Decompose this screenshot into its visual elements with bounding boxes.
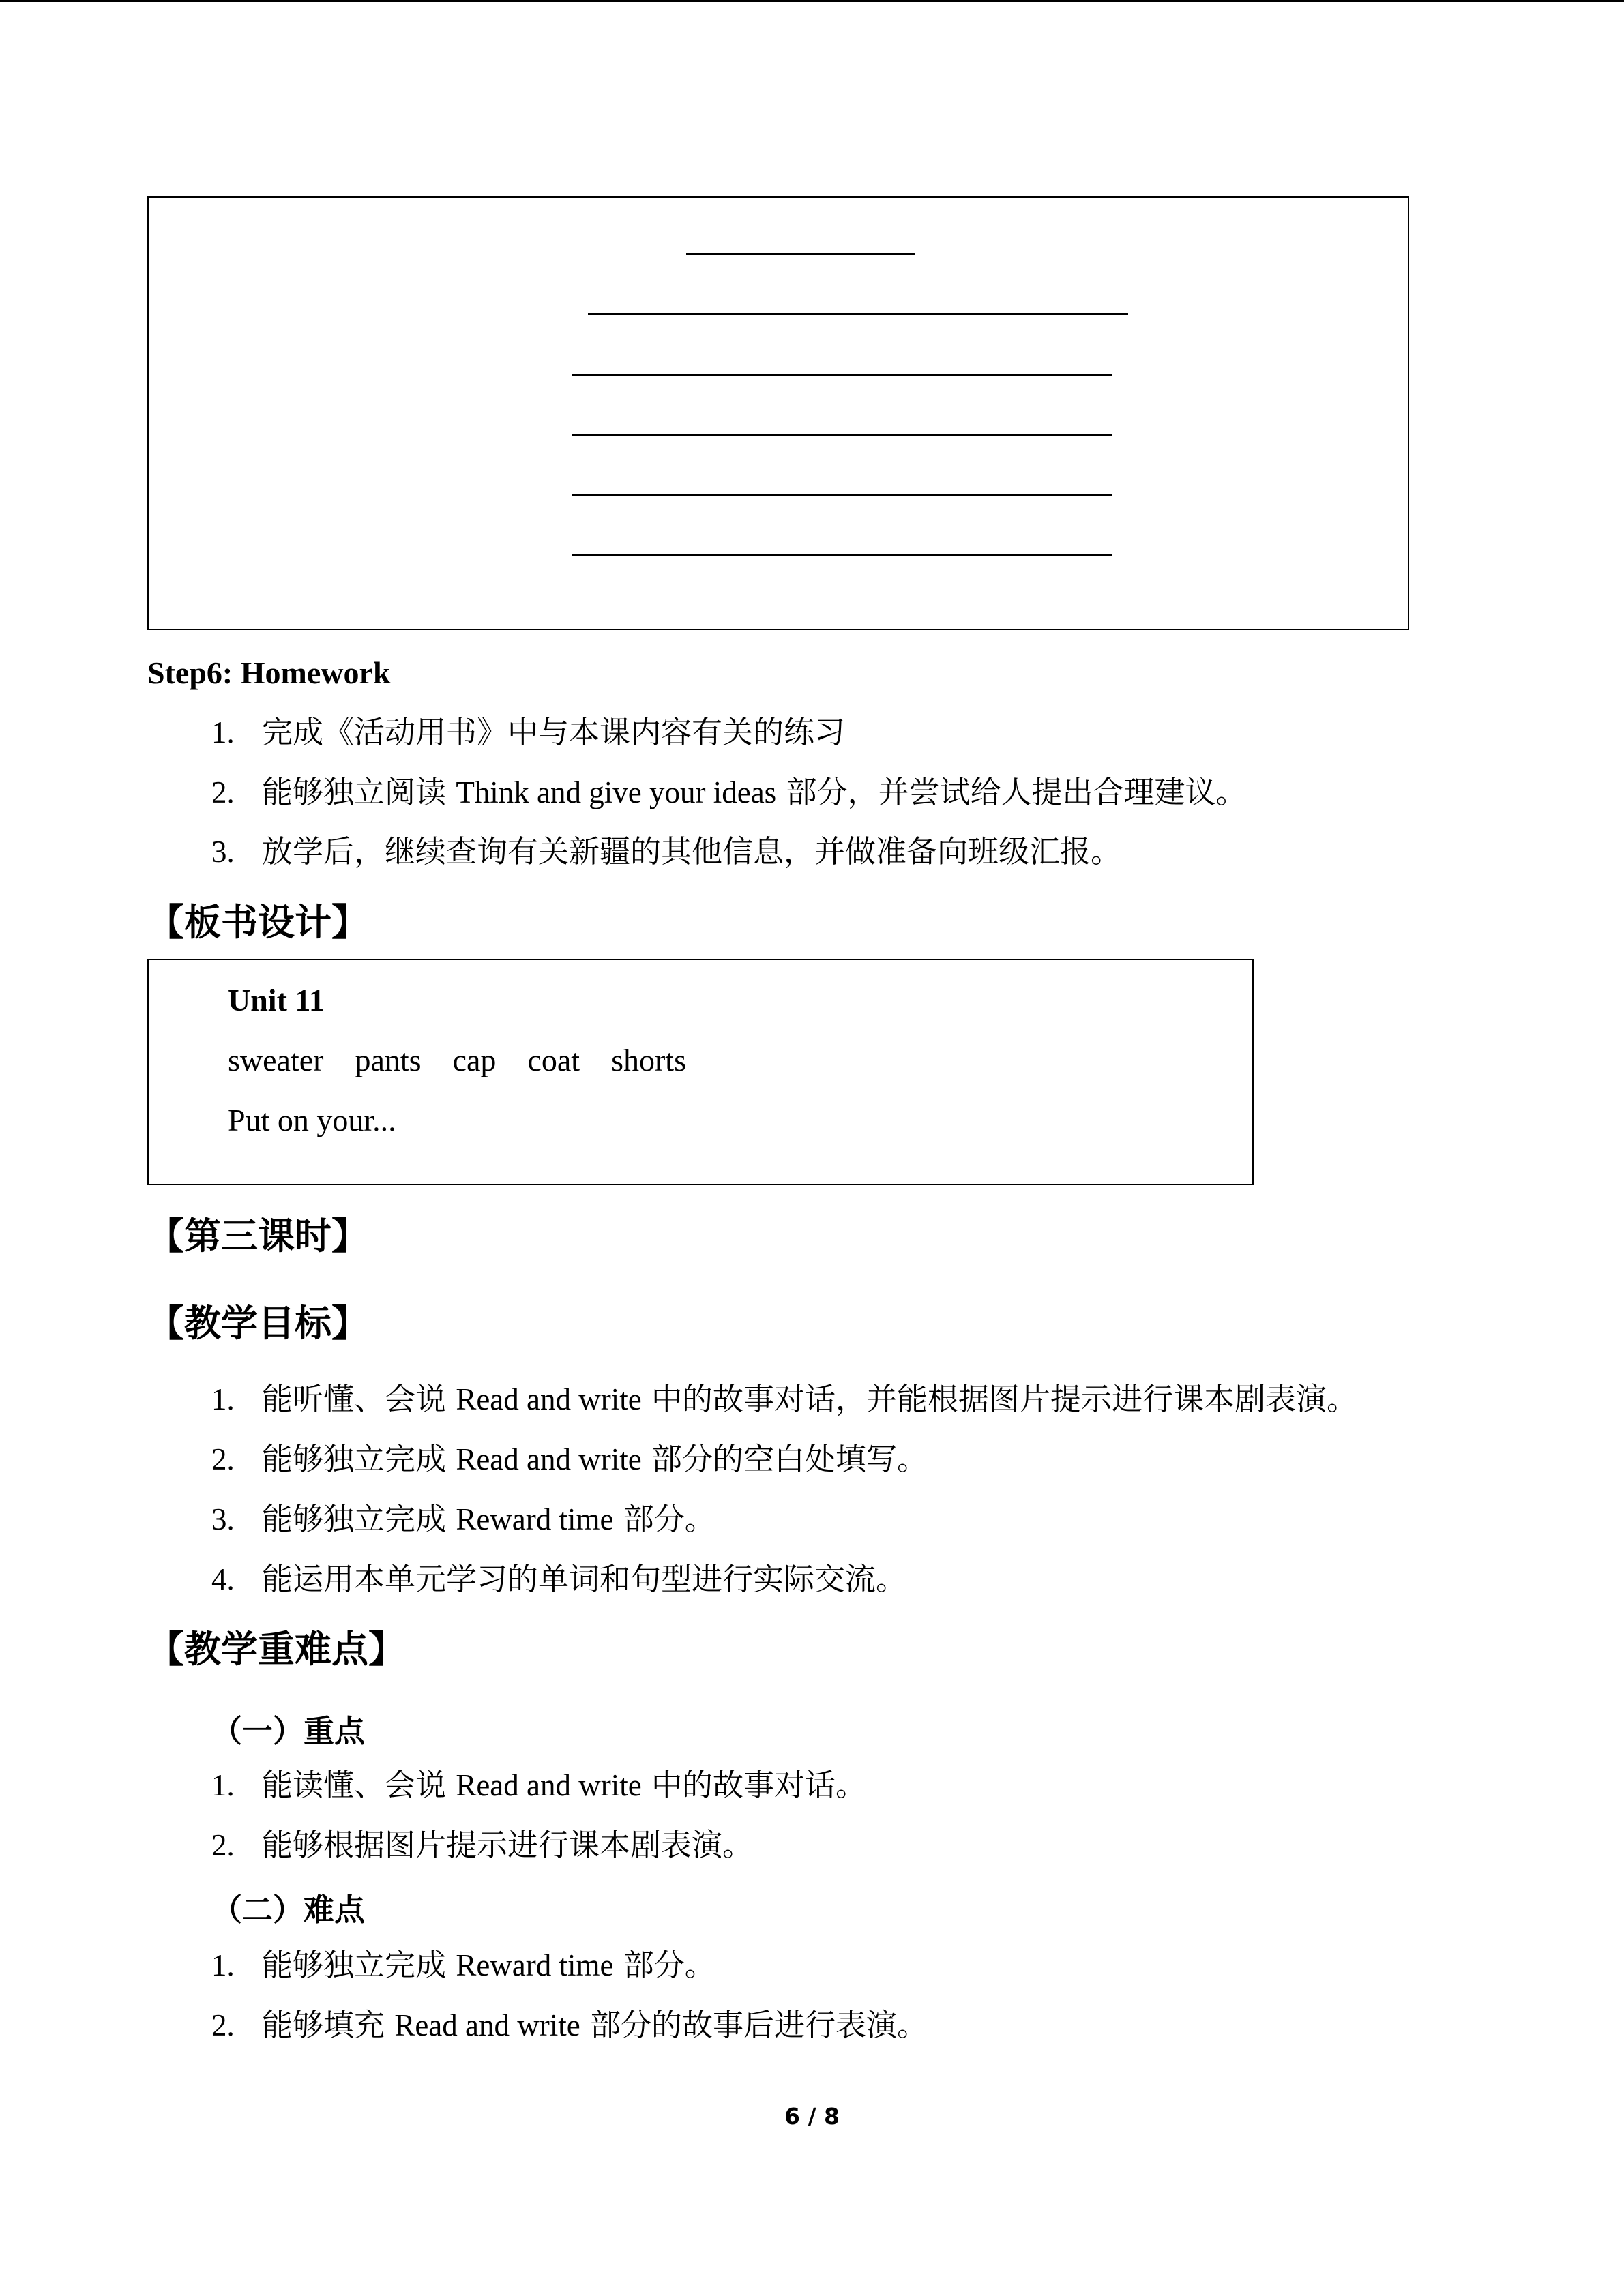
board-vocabulary [228, 1042, 718, 1078]
blank-line [572, 434, 1112, 436]
blank-line [572, 494, 1112, 496]
step6-heading: Step6: Homework [147, 655, 391, 690]
focus-item-2: 2. 能够根据图片提示进行课本剧表演。 [211, 1827, 754, 1863]
homework-item-1: 1. 完成《活动用书》中与本课内容有关的练习 [211, 714, 846, 750]
homework-item-3: 3. 放学后，继续查询有关新疆的其他信息，并做准备向班级汇报。 [211, 833, 1122, 869]
homework-item-2: 2. 能够独立阅读 Think and give your ideas 部分，并尝试给人提出合理建议。 [211, 774, 1247, 810]
objectives-title: 【教学目标】 [147, 1302, 368, 1345]
objective-item-1: 1. 能听懂、会说 Read and write 中的故事对话，并能根据图片提示进行课本剧表演。 [211, 1381, 1358, 1417]
objective-item-3: 3. 能够独立完成 Reward time 部分。 [211, 1501, 715, 1537]
objective-item-2: 2. 能够独立完成 Read and write 部分的空白处填写。 [211, 1441, 928, 1477]
focus-item-1: 1. 能读懂、会说 Read and write 中的故事对话。 [211, 1767, 867, 1803]
blank-line [686, 253, 915, 255]
page-number: 6 / 8 [784, 2103, 840, 2130]
fill-in-blank-box [147, 196, 1409, 630]
difficulty-item-1: 1. 能够独立完成 Reward time 部分。 [211, 1947, 715, 1983]
page-top-border [0, 0, 1624, 2]
board-unit-title: Unit 11 [228, 983, 325, 1017]
board-design-title: 【板书设计】 [147, 901, 368, 944]
vocab-word: pants [355, 1043, 422, 1077]
blank-line [572, 554, 1112, 556]
difficulty-label: （二）难点 [211, 1892, 366, 1928]
key-points-title: 【教学重难点】 [147, 1628, 405, 1671]
vocab-word: cap [452, 1043, 497, 1077]
focus-label: （一）重点 [211, 1713, 366, 1749]
lesson3-title: 【第三课时】 [147, 1214, 368, 1257]
blank-line [588, 313, 1128, 315]
vocab-word: shorts [611, 1043, 686, 1077]
board-sentence: Put on your... [228, 1103, 396, 1137]
difficulty-item-2: 2. 能够填充 Read and write 部分的故事后进行表演。 [211, 2007, 928, 2043]
vocab-word: coat [527, 1043, 580, 1077]
blank-line [572, 374, 1112, 376]
vocab-word: sweater [228, 1043, 324, 1077]
objective-item-4: 4. 能运用本单元学习的单词和句型进行实际交流。 [211, 1561, 907, 1597]
